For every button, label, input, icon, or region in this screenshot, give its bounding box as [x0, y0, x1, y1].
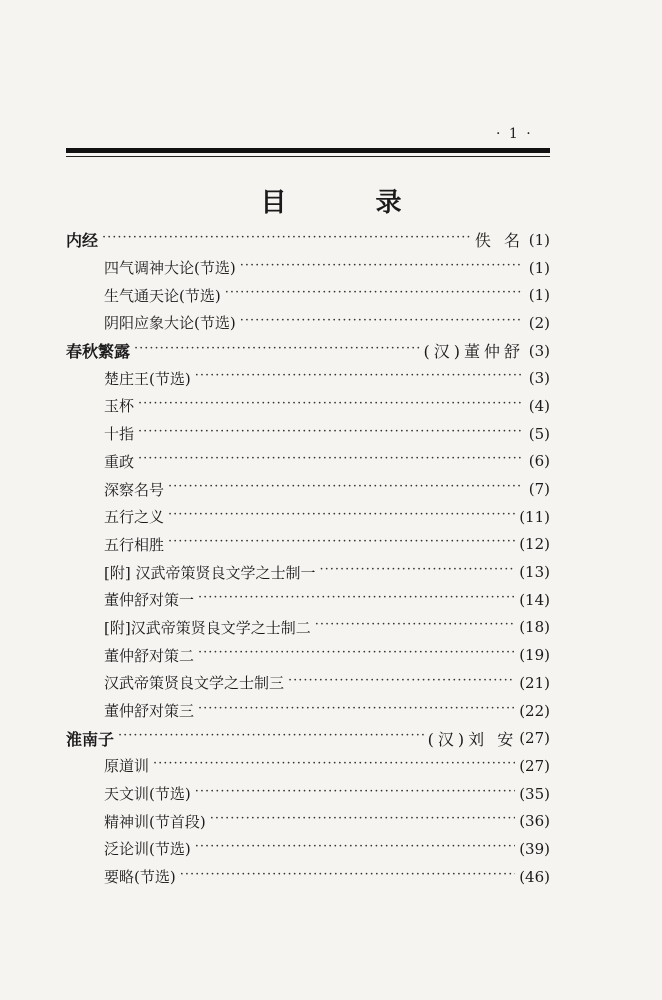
- entry-title: 阴阳应象大论(节选): [104, 314, 236, 333]
- entry-page-number: (3): [528, 369, 550, 388]
- dot-leader: [134, 341, 419, 361]
- entry-title: 楚庄王(节选): [104, 369, 191, 388]
- toc-subentry[interactable]: [66, 254, 550, 282]
- entry-page-number: (14): [519, 590, 550, 609]
- dot-leader: [102, 230, 471, 250]
- toc-section-entry[interactable]: [66, 226, 550, 254]
- toc-subentry[interactable]: [66, 420, 550, 448]
- dot-leader: [168, 534, 515, 554]
- table-of-contents: [66, 226, 550, 891]
- entry-page-number: (1): [528, 286, 550, 305]
- entry-page-number: (7): [528, 480, 550, 499]
- entry-title: 要略(节选): [104, 868, 176, 887]
- toc-section-entry[interactable]: [66, 724, 550, 752]
- toc-subentry[interactable]: [66, 863, 550, 891]
- entry-title: 董仲舒对策三: [104, 702, 195, 721]
- dot-leader: [210, 811, 515, 831]
- entry-title: 生气通天论(节选): [104, 286, 221, 305]
- entry-page-number: (11): [519, 507, 550, 526]
- toc-subentry[interactable]: [66, 780, 550, 808]
- entry-title: 精神训(节首段): [104, 812, 206, 831]
- toc-subentry[interactable]: [66, 835, 550, 863]
- dot-leader: [153, 756, 515, 776]
- entry-title: 春秋繁露: [66, 342, 131, 362]
- entry-title: 深察名号: [104, 480, 165, 499]
- toc-subentry[interactable]: [66, 807, 550, 835]
- entry-title: 天文训(节选): [104, 785, 191, 804]
- entry-page-number: (1): [528, 258, 550, 277]
- entry-author: 佚 名: [474, 231, 524, 251]
- entry-page-number: (22): [519, 701, 550, 720]
- entry-title: 泛论训(节选): [104, 840, 191, 859]
- dot-leader: [138, 396, 522, 416]
- header-rule-thin: [66, 156, 550, 157]
- dot-leader: [288, 673, 515, 693]
- header-rule-thick: [66, 148, 550, 153]
- dot-leader: [315, 617, 515, 637]
- toc-subentry[interactable]: [66, 558, 550, 586]
- dot-leader: [319, 562, 515, 582]
- entry-page-number: (36): [519, 812, 550, 831]
- entry-page-number: (3): [528, 341, 550, 360]
- entry-title: 四气调神大论(节选): [104, 259, 236, 278]
- entry-page-number: (27): [519, 729, 550, 748]
- toc-subentry[interactable]: [66, 531, 550, 559]
- dot-leader: [195, 839, 515, 859]
- entry-page-number: (39): [519, 839, 550, 858]
- entry-title: 内经: [66, 231, 99, 251]
- dot-leader: [240, 258, 522, 278]
- dot-leader: [180, 867, 515, 887]
- toc-subentry[interactable]: [66, 614, 550, 642]
- dot-leader: [138, 451, 522, 471]
- entry-title: [附] 汉武帝策贤良文学之士制一: [104, 563, 316, 582]
- entry-title: 原道训: [104, 757, 150, 776]
- toc-subentry[interactable]: [66, 669, 550, 697]
- toc-subentry[interactable]: [66, 586, 550, 614]
- entry-page-number: (4): [528, 396, 550, 415]
- toc-subentry[interactable]: [66, 641, 550, 669]
- entry-page-number: (18): [519, 618, 550, 637]
- dot-leader: [198, 701, 515, 721]
- toc-subentry[interactable]: [66, 281, 550, 309]
- entry-page-number: (46): [519, 867, 550, 886]
- entry-title: 重政: [104, 452, 135, 471]
- entry-author: (汉)刘 安: [427, 729, 518, 749]
- toc-section-entry[interactable]: [66, 337, 550, 365]
- entry-title: 董仲舒对策一: [104, 591, 195, 610]
- toc-subentry[interactable]: [66, 309, 550, 337]
- dot-leader: [195, 368, 522, 388]
- entry-page-number: (5): [528, 424, 550, 443]
- entry-author: (汉)董仲舒: [423, 342, 524, 362]
- entry-title: 董仲舒对策二: [104, 646, 195, 665]
- dot-leader: [138, 424, 522, 444]
- toc-subentry[interactable]: [66, 392, 550, 420]
- entry-page-number: (1): [528, 230, 550, 249]
- entry-title: 汉武帝策贤良文学之士制三: [104, 674, 285, 693]
- dot-leader: [198, 645, 515, 665]
- toc-subentry[interactable]: [66, 752, 550, 780]
- entry-page-number: (2): [528, 313, 550, 332]
- entry-page-number: (13): [519, 563, 550, 582]
- entry-title: 十指: [104, 425, 135, 444]
- dot-leader: [225, 285, 522, 305]
- toc-subentry[interactable]: [66, 364, 550, 392]
- entry-title: 五行之义: [104, 508, 165, 527]
- entry-page-number: (27): [519, 756, 550, 775]
- page-title: 目 录: [260, 188, 442, 218]
- toc-subentry[interactable]: [66, 697, 550, 725]
- entry-page-number: (19): [519, 646, 550, 665]
- dot-leader: [168, 479, 522, 499]
- entry-page-number: (21): [519, 673, 550, 692]
- entry-page-number: (12): [519, 535, 550, 554]
- entry-page-number: (6): [528, 452, 550, 471]
- page-number: · 1 ·: [496, 126, 533, 142]
- entry-title: 五行相胜: [104, 535, 165, 554]
- dot-leader: [240, 313, 522, 333]
- dot-leader: [118, 728, 424, 748]
- toc-subentry[interactable]: [66, 503, 550, 531]
- dot-leader: [168, 507, 515, 527]
- dot-leader: [198, 590, 515, 610]
- toc-subentry[interactable]: [66, 475, 550, 503]
- entry-title: 玉杯: [104, 397, 135, 416]
- entry-title: [附]汉武帝策贤良文学之士制二: [104, 618, 311, 637]
- dot-leader: [195, 784, 515, 804]
- toc-subentry[interactable]: [66, 448, 550, 476]
- entry-page-number: (35): [519, 784, 550, 803]
- entry-title: 淮南子: [66, 729, 115, 749]
